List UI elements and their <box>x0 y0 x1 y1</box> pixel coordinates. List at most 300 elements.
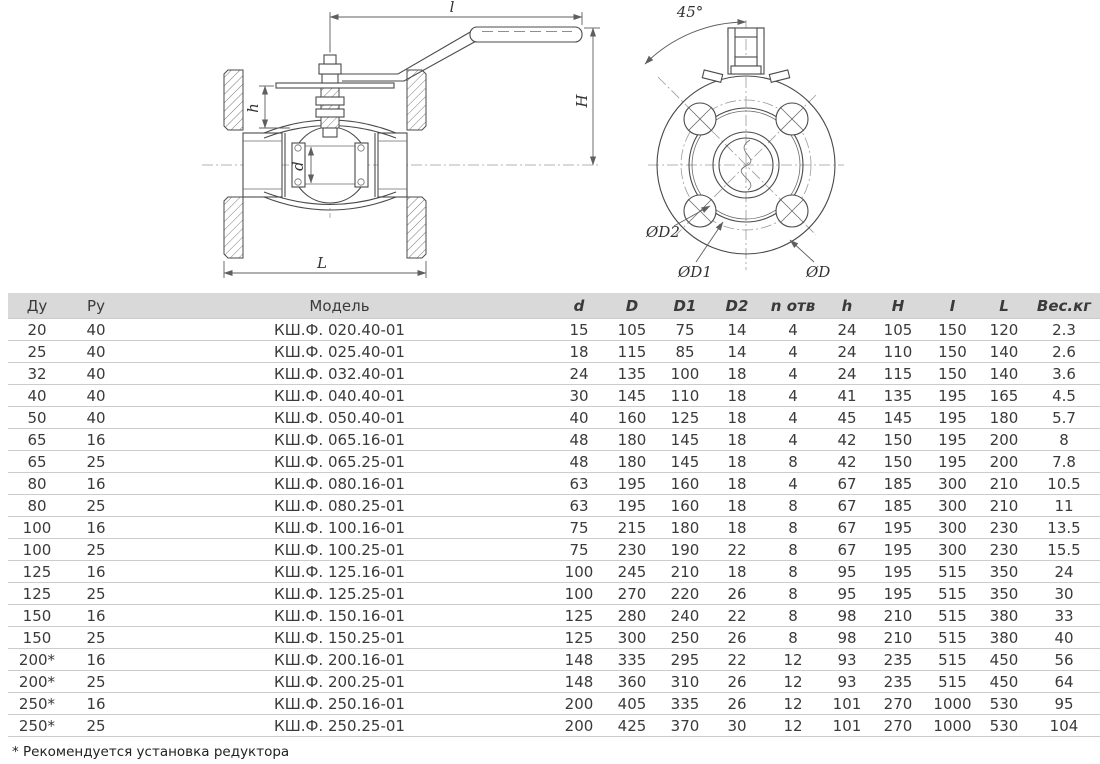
table-cell: 195 <box>605 473 659 495</box>
table-cell: 180 <box>605 451 659 473</box>
table-cell: 360 <box>605 671 659 693</box>
table-cell: 110 <box>659 385 711 407</box>
table-cell: 18 <box>553 341 605 363</box>
table-cell: 16 <box>66 517 126 539</box>
table-cell: 24 <box>823 319 871 341</box>
table-cell: КШ.Ф. 080.16-01 <box>126 473 553 495</box>
table-cell: 215 <box>605 517 659 539</box>
dia-D2-label: ØD2 <box>646 223 680 241</box>
column-header: d <box>553 293 605 319</box>
table-cell: 63 <box>553 495 605 517</box>
table-row <box>8 407 1100 429</box>
table-cell: 185 <box>871 495 925 517</box>
table-cell: КШ.Ф. 100.25-01 <box>126 539 553 561</box>
table-cell: 40 <box>66 407 126 429</box>
table-cell: 140 <box>980 341 1028 363</box>
table-cell: 32 <box>8 363 66 385</box>
table-cell: 25 <box>66 495 126 517</box>
table-row <box>8 363 1100 385</box>
table-cell: КШ.Ф. 025.40-01 <box>126 341 553 363</box>
column-header: H <box>871 293 925 319</box>
table-cell: 8 <box>1028 429 1100 451</box>
table-cell: 515 <box>925 649 980 671</box>
table-cell: 8 <box>763 517 823 539</box>
table-cell: 65 <box>8 451 66 473</box>
table-row <box>8 495 1100 517</box>
column-header: Вес.кг <box>1028 293 1100 319</box>
table-cell: 24 <box>1028 561 1100 583</box>
table-cell: 235 <box>871 649 925 671</box>
table-cell: 195 <box>871 583 925 605</box>
table-cell: 270 <box>605 583 659 605</box>
table-cell: 67 <box>823 539 871 561</box>
column-header: D2 <box>711 293 763 319</box>
table-cell: 63 <box>553 473 605 495</box>
table-cell: 16 <box>66 649 126 671</box>
table-cell: 240 <box>659 605 711 627</box>
dim-d-label: d <box>289 161 307 171</box>
table-cell: 350 <box>980 561 1028 583</box>
side-view-drawing <box>140 0 610 293</box>
table-cell: 15 <box>553 319 605 341</box>
table-cell: 515 <box>925 605 980 627</box>
table-cell: 148 <box>553 649 605 671</box>
dia-D1-label: ØD1 <box>678 263 712 281</box>
table-cell: 18 <box>711 429 763 451</box>
table-cell: 245 <box>605 561 659 583</box>
table-row <box>8 671 1100 693</box>
table-cell: 67 <box>823 495 871 517</box>
table-cell: 16 <box>66 693 126 715</box>
table-cell: 380 <box>980 627 1028 649</box>
table-cell: 14 <box>711 341 763 363</box>
table-cell: 93 <box>823 649 871 671</box>
table-cell: 8 <box>763 451 823 473</box>
table-cell: 14 <box>711 319 763 341</box>
table-cell: 1000 <box>925 693 980 715</box>
table-cell: 125 <box>8 561 66 583</box>
table-cell: 75 <box>659 319 711 341</box>
table-cell: 100 <box>553 583 605 605</box>
table-cell: 16 <box>66 561 126 583</box>
table-cell: 12 <box>763 715 823 737</box>
table-body <box>8 319 1100 737</box>
table-cell: 450 <box>980 649 1028 671</box>
table-cell: КШ.Ф. 040.40-01 <box>126 385 553 407</box>
table-cell: КШ.Ф. 125.25-01 <box>126 583 553 605</box>
table-cell: 195 <box>871 539 925 561</box>
table-cell: 370 <box>659 715 711 737</box>
table-row <box>8 715 1100 737</box>
table-cell: 100 <box>659 363 711 385</box>
table-cell: 24 <box>553 363 605 385</box>
dim-h-label: h <box>244 103 262 113</box>
table-cell: 120 <box>980 319 1028 341</box>
table-cell: 230 <box>980 517 1028 539</box>
table-cell: КШ.Ф. 080.25-01 <box>126 495 553 517</box>
table-cell: 40 <box>66 363 126 385</box>
gearbox-footnote: * Рекомендуется установка редуктора <box>12 744 290 760</box>
table-cell: 4.5 <box>1028 385 1100 407</box>
column-header: n отв <box>763 293 823 319</box>
table-cell: 195 <box>605 495 659 517</box>
table-cell: 135 <box>871 385 925 407</box>
table-cell: 530 <box>980 715 1028 737</box>
table-cell: 25 <box>66 671 126 693</box>
table-cell: 4 <box>763 319 823 341</box>
table-cell: 26 <box>711 627 763 649</box>
column-header: D1 <box>659 293 711 319</box>
table-cell: 148 <box>553 671 605 693</box>
table-cell: 200 <box>553 715 605 737</box>
table-row <box>8 649 1100 671</box>
table-cell: 425 <box>605 715 659 737</box>
table-cell: 42 <box>823 429 871 451</box>
table-cell: 18 <box>711 473 763 495</box>
table-cell: 80 <box>8 495 66 517</box>
table-cell: 50 <box>8 407 66 429</box>
table-cell: 48 <box>553 451 605 473</box>
table-cell: 195 <box>871 517 925 539</box>
table-cell: 22 <box>711 539 763 561</box>
table-cell: 25 <box>66 539 126 561</box>
table-cell: 13.5 <box>1028 517 1100 539</box>
table-cell: 180 <box>605 429 659 451</box>
table-cell: 12 <box>763 671 823 693</box>
table-cell: 125 <box>553 627 605 649</box>
table-cell: 140 <box>980 363 1028 385</box>
dim-H <box>573 28 600 165</box>
table-cell: 250 <box>659 627 711 649</box>
table-cell: 98 <box>823 605 871 627</box>
table-cell: 300 <box>925 473 980 495</box>
table-cell: 165 <box>980 385 1028 407</box>
table-cell: 160 <box>659 473 711 495</box>
table-row <box>8 451 1100 473</box>
table-cell: 42 <box>823 451 871 473</box>
table-cell: 280 <box>605 605 659 627</box>
table-cell: 250* <box>8 693 66 715</box>
table-cell: 8 <box>763 539 823 561</box>
table-cell: 18 <box>711 385 763 407</box>
table-cell: 150 <box>871 429 925 451</box>
table-cell: 145 <box>659 429 711 451</box>
table-cell: 4 <box>763 473 823 495</box>
table-cell: 210 <box>980 495 1028 517</box>
table-cell: 230 <box>980 539 1028 561</box>
table-cell: КШ.Ф. 100.16-01 <box>126 517 553 539</box>
table-cell: 200* <box>8 671 66 693</box>
table-cell: 25 <box>8 341 66 363</box>
front-view-drawing <box>618 0 928 293</box>
table-cell: 150 <box>8 605 66 627</box>
table-cell: 18 <box>711 495 763 517</box>
table-cell: 405 <box>605 693 659 715</box>
table-cell: 300 <box>605 627 659 649</box>
table-cell: 75 <box>553 539 605 561</box>
table-row <box>8 429 1100 451</box>
table-cell: 195 <box>925 407 980 429</box>
table-cell: 230 <box>605 539 659 561</box>
table-row <box>8 473 1100 495</box>
table-cell: 150 <box>925 341 980 363</box>
table-cell: 25 <box>66 451 126 473</box>
table-cell: 67 <box>823 473 871 495</box>
table-row <box>8 539 1100 561</box>
table-cell: 190 <box>659 539 711 561</box>
table-row <box>8 385 1100 407</box>
table-cell: 4 <box>763 429 823 451</box>
table-cell: 8 <box>763 583 823 605</box>
table-cell: 5.7 <box>1028 407 1100 429</box>
table-cell: 95 <box>1028 693 1100 715</box>
table-cell: 200 <box>980 429 1028 451</box>
table-cell: 195 <box>925 429 980 451</box>
table-cell: 98 <box>823 627 871 649</box>
table-cell: 150 <box>8 627 66 649</box>
right-flange <box>407 70 426 258</box>
table-cell: 180 <box>980 407 1028 429</box>
table-cell: 33 <box>1028 605 1100 627</box>
table-cell: КШ.Ф. 065.25-01 <box>126 451 553 473</box>
table-cell: 150 <box>925 363 980 385</box>
table-cell: 335 <box>605 649 659 671</box>
table-cell: 135 <box>605 363 659 385</box>
table-cell: 16 <box>66 429 126 451</box>
table-cell: 25 <box>66 583 126 605</box>
table-cell: 195 <box>871 561 925 583</box>
table-cell: 10.5 <box>1028 473 1100 495</box>
table-row <box>8 627 1100 649</box>
table-cell: 195 <box>925 385 980 407</box>
table-cell: 100 <box>553 561 605 583</box>
table-cell: КШ.Ф. 065.16-01 <box>126 429 553 451</box>
column-header: L <box>980 293 1028 319</box>
table-cell: 145 <box>605 385 659 407</box>
table-cell: КШ.Ф. 020.40-01 <box>126 319 553 341</box>
table-cell: 300 <box>925 517 980 539</box>
table-cell: 295 <box>659 649 711 671</box>
table-cell: 7.8 <box>1028 451 1100 473</box>
table-cell: 160 <box>659 495 711 517</box>
table-cell: КШ.Ф. 150.16-01 <box>126 605 553 627</box>
table-cell: 12 <box>763 693 823 715</box>
table-cell: 8 <box>763 561 823 583</box>
dim-L <box>224 254 426 278</box>
table-cell: 200 <box>980 451 1028 473</box>
table-cell: 40 <box>8 385 66 407</box>
table-cell: 101 <box>823 715 871 737</box>
table-cell: 4 <box>763 407 823 429</box>
table-cell: 105 <box>871 319 925 341</box>
table-cell: 180 <box>659 517 711 539</box>
handle <box>338 27 582 81</box>
table-cell: 200 <box>553 693 605 715</box>
table-cell: 93 <box>823 671 871 693</box>
table-cell: 350 <box>980 583 1028 605</box>
table-cell: 235 <box>871 671 925 693</box>
table-cell: 67 <box>823 517 871 539</box>
table-cell: 450 <box>980 671 1028 693</box>
table-cell: 210 <box>871 627 925 649</box>
table-cell: 125 <box>8 583 66 605</box>
dim-L-label: L <box>317 254 327 272</box>
table-cell: 300 <box>925 539 980 561</box>
table-cell: 270 <box>871 693 925 715</box>
table-cell: 8 <box>763 605 823 627</box>
table-cell: 160 <box>605 407 659 429</box>
dim-angle-label: 45° <box>676 3 704 21</box>
table-cell: 95 <box>823 583 871 605</box>
table-cell: 24 <box>823 341 871 363</box>
table-cell: 145 <box>871 407 925 429</box>
dim-h <box>244 86 290 128</box>
valve-drawings <box>0 0 1100 293</box>
table-cell: 195 <box>925 451 980 473</box>
table-cell: 110 <box>871 341 925 363</box>
table-cell: 1000 <box>925 715 980 737</box>
column-header: I <box>925 293 980 319</box>
table-cell: 18 <box>711 451 763 473</box>
table-cell: 515 <box>925 583 980 605</box>
table-cell: 26 <box>711 671 763 693</box>
table-cell: КШ.Ф. 200.16-01 <box>126 649 553 671</box>
table-cell: 530 <box>980 693 1028 715</box>
table-cell: 64 <box>1028 671 1100 693</box>
table-cell: 45 <box>823 407 871 429</box>
table-cell: 25 <box>66 627 126 649</box>
table-cell: 24 <box>823 363 871 385</box>
table-cell: 210 <box>980 473 1028 495</box>
table-cell: 40 <box>553 407 605 429</box>
table-cell: 26 <box>711 693 763 715</box>
table-cell: 18 <box>711 517 763 539</box>
table-cell: 75 <box>553 517 605 539</box>
table-cell: 185 <box>871 473 925 495</box>
table-cell: 26 <box>711 583 763 605</box>
table-cell: 100 <box>8 539 66 561</box>
table-cell: 8 <box>763 627 823 649</box>
table-cell: 65 <box>8 429 66 451</box>
table-cell: 101 <box>823 693 871 715</box>
table-cell: КШ.Ф. 050.40-01 <box>126 407 553 429</box>
table-cell: 210 <box>659 561 711 583</box>
dim-l <box>330 0 582 52</box>
stem-cap <box>702 28 789 82</box>
table-cell: 16 <box>66 473 126 495</box>
dim-l-label: l <box>449 0 455 16</box>
table-cell: 2.3 <box>1028 319 1100 341</box>
table-cell: 4 <box>763 363 823 385</box>
table-cell: 300 <box>925 495 980 517</box>
left-flange <box>224 70 243 258</box>
table-row <box>8 693 1100 715</box>
table-cell: 145 <box>659 451 711 473</box>
table-cell: 250* <box>8 715 66 737</box>
table-cell: КШ.Ф. 125.16-01 <box>126 561 553 583</box>
table-cell: 515 <box>925 561 980 583</box>
table-cell: 115 <box>871 363 925 385</box>
table-cell: 200* <box>8 649 66 671</box>
table-cell: 95 <box>823 561 871 583</box>
column-header: Модель <box>126 293 553 319</box>
table-row <box>8 341 1100 363</box>
column-header: D <box>605 293 659 319</box>
table-cell: 8 <box>763 495 823 517</box>
table-cell: 80 <box>8 473 66 495</box>
table-cell: 104 <box>1028 715 1100 737</box>
table-cell: 125 <box>659 407 711 429</box>
table-cell: 56 <box>1028 649 1100 671</box>
column-header: Ру <box>66 293 126 319</box>
table-cell: 310 <box>659 671 711 693</box>
table-cell: КШ.Ф. 250.25-01 <box>126 715 553 737</box>
table-cell: 125 <box>553 605 605 627</box>
table-cell: 515 <box>925 627 980 649</box>
table-cell: 48 <box>553 429 605 451</box>
table-cell: 15.5 <box>1028 539 1100 561</box>
table-cell: 220 <box>659 583 711 605</box>
table-cell: 40 <box>1028 627 1100 649</box>
table-cell: 25 <box>66 715 126 737</box>
table-row <box>8 517 1100 539</box>
table-cell: 150 <box>925 319 980 341</box>
table-cell: 22 <box>711 605 763 627</box>
table-cell: 85 <box>659 341 711 363</box>
table-cell: 270 <box>871 715 925 737</box>
table-cell: 30 <box>1028 583 1100 605</box>
table-cell: 18 <box>711 363 763 385</box>
table-cell: 380 <box>980 605 1028 627</box>
table-cell: КШ.Ф. 200.25-01 <box>126 671 553 693</box>
column-header: h <box>823 293 871 319</box>
table-cell: 22 <box>711 649 763 671</box>
dim-H-label: H <box>573 94 591 108</box>
table-cell: 40 <box>66 385 126 407</box>
table-cell: 210 <box>871 605 925 627</box>
dia-D-label: ØD <box>806 263 831 281</box>
table-cell: 40 <box>66 319 126 341</box>
table-cell: 41 <box>823 385 871 407</box>
table-cell: 515 <box>925 671 980 693</box>
table-cell: 30 <box>711 715 763 737</box>
table-row <box>8 561 1100 583</box>
table-cell: КШ.Ф. 150.25-01 <box>126 627 553 649</box>
column-header: Ду <box>8 293 66 319</box>
table-cell: 4 <box>763 341 823 363</box>
table-cell: 105 <box>605 319 659 341</box>
table-cell: 4 <box>763 385 823 407</box>
table-cell: 18 <box>711 561 763 583</box>
table-row <box>8 319 1100 341</box>
table-cell: 2.6 <box>1028 341 1100 363</box>
valve-spec-table <box>8 293 1100 737</box>
table-cell: КШ.Ф. 032.40-01 <box>126 363 553 385</box>
table-row <box>8 583 1100 605</box>
table-cell: 11 <box>1028 495 1100 517</box>
table-cell: 3.6 <box>1028 363 1100 385</box>
table-cell: 100 <box>8 517 66 539</box>
table-cell: 335 <box>659 693 711 715</box>
table-cell: 16 <box>66 605 126 627</box>
table-cell: 150 <box>871 451 925 473</box>
table-row <box>8 605 1100 627</box>
table-cell: 20 <box>8 319 66 341</box>
table-head-row <box>8 293 1100 319</box>
table-cell: 30 <box>553 385 605 407</box>
table-cell: 40 <box>66 341 126 363</box>
stem-assembly <box>276 55 394 137</box>
